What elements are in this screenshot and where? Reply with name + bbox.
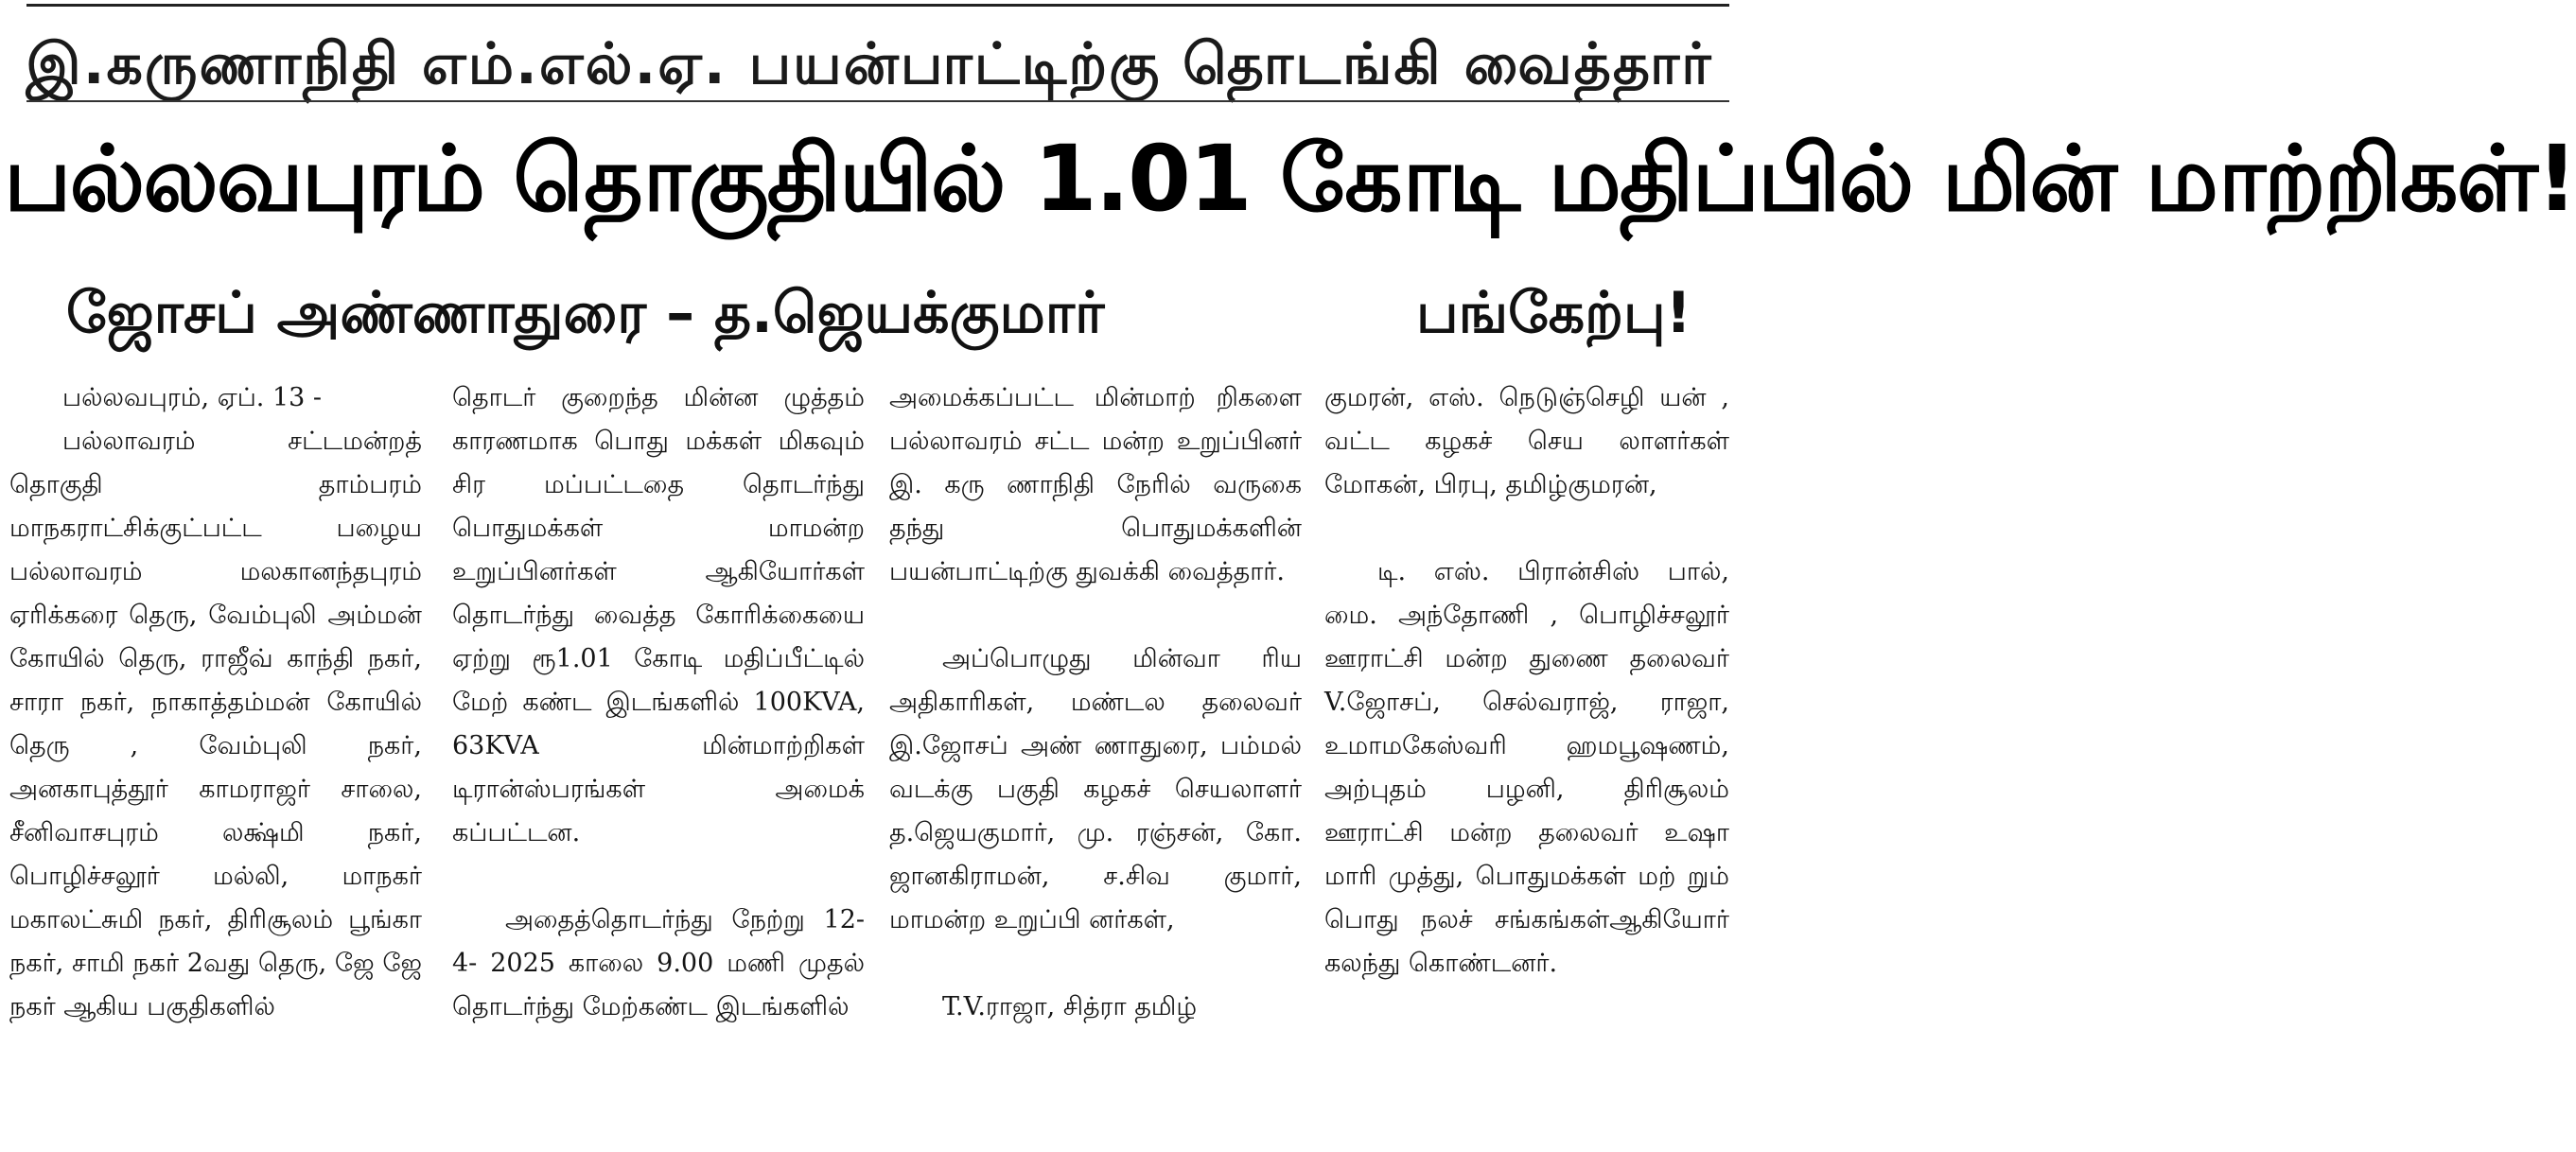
- article-paragraph: அமைக்கப்பட்ட மின்மாற் றிகளை பல்லாவரம் சட்ட மன்ற உறுப்பினர் இ. கரு ணாநிதி நேரில் வருகை தந்து பொதுமக்களின் பயன்பாட்டிற்கு துவக்கி வைத்தார்.: [889, 383, 1302, 586]
- kicker-rule: [26, 100, 1729, 102]
- article-column-4: [1324, 376, 1729, 986]
- dateline: பல்லவபுரம், ஏப். 13 -: [62, 383, 323, 412]
- subheadline-participation: பங்கேற்பு!: [1415, 280, 1691, 346]
- subheadline-names: ஜோசப் அண்ணாதுரை – த.ஜெயக்குமார்: [66, 280, 1105, 346]
- article-paragraph: தொடர் குறைந்த மின்ன ழுத்தம் காரணமாக பொது மக்கள் மிகவும் சிர மப்பட்டதை தொடர்ந்து பொதுமக்கள் மாமன்ற உறுப்பினர்கள் ஆகியோர்கள் தொடர்ந்து வைத்த கோரிக்கையை ஏற்று ரூ1.01 கோடி மதிப்பீட்டில் மேற் கண்ட இடங்களில் 100KVA, 63KVA மின்மாற்றிகள் டிரான்ஸ்பரங்கள் அமைக் கப்பட்டன.: [452, 383, 865, 847]
- article-paragraph: டி. எஸ். பிரான்சிஸ் பால், மை. அந்தோணி , பொழிச்சலூர் ஊராட்சி மன்ற துணை தலைவர் V.ஜோசப், செல்வராஜ், ராஜா, உமாமகேஸ்வரி ஹமபூஷணம், அற்புதம் பழனி, திரிசூலம் ஊராட்சி மன்ற தலைவர் உஷா மாரி முத்து, பொதுமக்கள் மற் றும் பொது நலச் சங்கங்கள்ஆகியோர் கலந்து கொண்டனர்.: [1324, 557, 1729, 978]
- article-paragraph: அதைத்தொடர்ந்து நேற்று 12-4- 2025 காலை 9.00 மணி முதல் தொடர்ந்து மேற்கண்ட இடங்களில்: [452, 905, 865, 1021]
- article-paragraph: T.V.ராஜா, சித்ரா தமிழ்: [942, 992, 1198, 1021]
- article-column-2: [452, 376, 865, 1029]
- kicker-headline: இ.கருணாநிதி எம்.எல்.ஏ. பயன்பாட்டிற்கு தொடங்கி வைத்தார்: [26, 31, 1713, 97]
- article-column-3: [889, 376, 1302, 1029]
- subheadline: [9, 268, 1729, 358]
- article-paragraph: பல்லாவரம் சட்டமன்றத் தொகுதி தாம்பரம் மாநகராட்சிக்குட்பட்ட பழைய பல்லாவரம் மலகானந்தபுரம் ஏரிக்கரை தெரு, வேம்புலி அம்மன் கோயில் தெரு, ராஜீவ் காந்தி நகர், சாரா நகர், நாகாத்தம்மன் கோயில் தெரு , வேம்புலி நகர், அனகாபுத்தூர் காமராஜர் சாலை, சீனிவாசபுரம் லக்ஷ்மி நகர், பொழிச்சலூர் மல்லி, மாநகர் மகாலட்சுமி நகர், திரிசூலம் பூங்கா நகர், சாமி நகர் 2வது தெரு, ஜே ஜே நகர் ஆகிய பகுதிகளில்: [9, 427, 422, 1021]
- article-column-1: [9, 376, 422, 1029]
- main-headline: பல்லவபுரம் தொகுதியில் 1.01 கோடி மதிப்பில் மின் மாற்றிகள்!: [4, 126, 2576, 232]
- article-paragraph: அப்பொழுது மின்வா ரிய அதிகாரிகள், மண்டல தலைவர் இ.ஜோசப் அண் ணாதுரை, பம்மல் வடக்கு பகுதி கழகச் செயலாளர் த.ஜெயகுமார், மு. ரஞ்சன், கோ. ஜானகிராமன், ச.சிவ குமார், மாமன்ற உறுப்பி னர்கள்,: [889, 644, 1302, 934]
- top-rule: [26, 4, 1729, 7]
- article-paragraph: குமரன், எஸ். நெடுஞ்செழி யன் , வட்ட கழகச் செய லாளர்கள் மோகன், பிரபு, தமிழ்குமரன்,: [1324, 383, 1729, 499]
- article-body: [0, 376, 1739, 1133]
